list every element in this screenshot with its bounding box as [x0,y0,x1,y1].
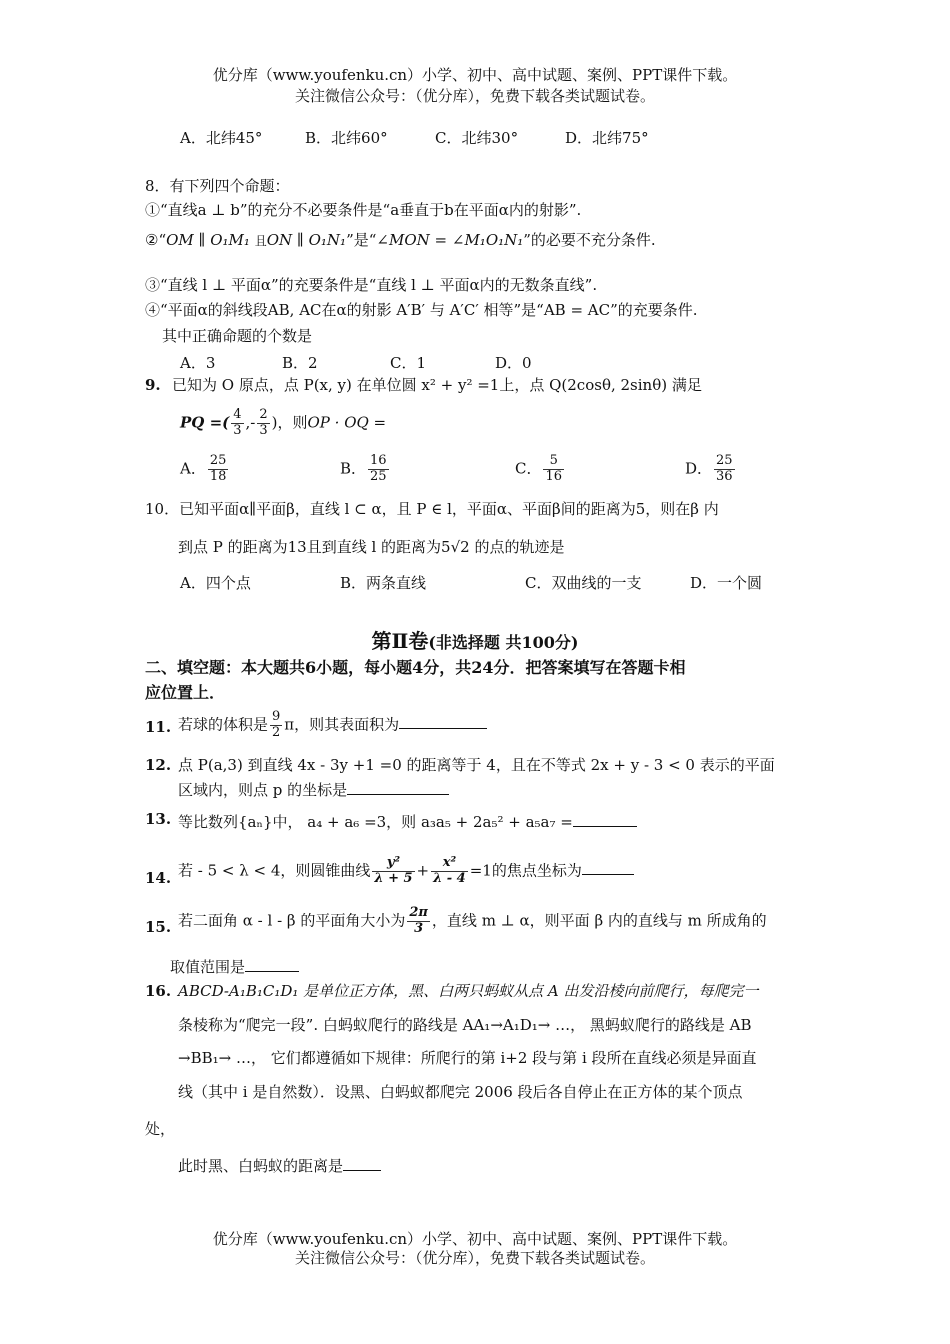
q16-line-6: 此时黑、白蚂蚁的距离是 [178,1156,381,1175]
q8-proposition-1: ①“直线a ⊥ b”的充分不必要条件是“a垂直于b在平面α内的射影”. [145,201,582,219]
angle-equality: ∠MON = ∠M₁O₁N₁ [376,231,524,249]
q16-number: 16. [145,982,172,1000]
q8-stem: 8．有下列四个命题： [145,177,290,195]
q7-option-c: C．北纬30° [435,129,519,147]
q10-option-d: D．一个圆 [690,574,763,592]
q8-option-b: B．2 [282,354,318,372]
q12-line-1: 点 P(a,3) 到直线 4x - 3y +1 =0 的距离等于 4，且在不等式 2x + y - 3 < 0 表示的平面 [178,756,775,774]
q7-option-d: D．北纬75° [565,129,649,147]
q16-line-3: →BB₁→ …， 它们都遵循如下规律：所爬行的第 i+2 段与第 i 段所在直线必须是异面直 [178,1049,757,1067]
footer-line-2: 关注微信公众号：（优分库），免费下载各类试题试卷。 [294,1249,655,1267]
q9-option-c: C． $\frac{5}{16}$ [515,453,563,484]
q8-proposition-3: ③“直线 l ⊥ 平面α”的充要条件是“直线 l ⊥ 平面α内的无数条直线”. [145,276,598,294]
q11-answer-blank [399,714,487,729]
q13-number: 13. [145,810,172,828]
q15-answer-blank [245,957,299,972]
q9-option-d: D． $\frac{25}{36}$ [685,453,733,484]
q10-option-c: C．双曲线的一支 [525,574,642,592]
q14-answer-blank [582,860,634,875]
footer-line-1: 优分库（www.youfenku.cn）小学、初中、高中试题、案例、PPT课件下载。 [212,1230,738,1248]
q15-line-1: 若二面角 α - l - β 的平面角大小为 $\frac{2\pi}{3}$ ，直线 m ⊥ α，则平面 β 内的直线与 m 所成角的 [178,905,767,936]
q14-number: 14. [145,869,172,887]
fill-section-line-2: 应位置上． [145,683,226,702]
q10-line-1: 10．已知平面α∥平面β，直线 l ⊂ α，且 P ∈ l，平面α、平面β间的距离为5，则在β 内 [145,500,719,518]
vector-on-o1n1: ON ∥ O₁N₁ [266,231,347,249]
q16-line-2: 条棱称为“爬完一段”. 白蚂蚁爬行的路线是 AA₁→A₁D₁→ …， 黑蚂蚁爬行的路线是 AB [178,1016,752,1034]
q15-number: 15. [145,918,172,936]
fill-section-line-1: 二、填空题：本大题共6小题，每小题4分，共24分．把答案填写在答题卡相 [145,658,686,677]
q11-text: 若球的体积是 $\frac{9}{2}$ π，则其表面积为 [178,710,487,741]
q16-line-5: 处， [145,1120,176,1138]
part2-subtitle: (非选择题 共100分) [428,633,579,652]
q10-line-2: 到点 P 的距离为13且到直线 l 的距离为5√2 的点的轨迹是 [178,538,565,556]
part2-heading [0,629,950,653]
q12-number: 12. [145,756,172,774]
header-line-1: 优分库（www.youfenku.cn）小学、初中、高中试题、案例、PPT课件下载。 [212,66,738,84]
vector-om-o1m1: OM ∥ O₁M₁ [166,231,250,249]
q8-option-c: C．1 [390,354,427,372]
q7-option-a: A．北纬45° [180,129,263,147]
q12-answer-blank [347,780,449,795]
q9-stem: 已知为 O 原点，点 P(x, y) 在单位圆 x² + y² =1上，点 Q(2cosθ, 2sinθ) 满足 [172,376,702,394]
q8-question: 其中正确命题的个数是 [162,327,313,345]
q8-option-a: A．3 [180,354,216,372]
q10-option-a: A．四个点 [180,574,251,592]
q8-proposition-4: ④“平面α的斜线段AB, AC在α的射影 A′B′ 与 A′C′ 相等”是“AB = AC”的充要条件. [145,301,698,319]
q9-option-b: B． $\frac{16}{25}$ [340,453,387,484]
q11-number: 11. [145,718,172,736]
q13-answer-blank [573,812,637,827]
q7-option-b: B．北纬60° [305,129,388,147]
q9-condition: PQ =( $\frac{4}{3}$ ,- $\frac{2}{3}$ )，则OP · OQ = [180,407,387,438]
q8-option-d: D．0 [495,354,532,372]
q16-line-1: ABCD-A₁B₁C₁D₁ 是单位正方体，黑、白两只蚂蚁从点 A 出发沿棱向前爬行，每爬完一 [178,982,759,1000]
part2-title: 第Ⅱ卷 [371,629,429,653]
q8-proposition-2: ②“OM ∥ O₁M₁ 且ON ∥ O₁N₁”是“∠MON = ∠M₁O₁N₁”的必要不充分条件. [145,231,656,249]
header-line-2: 关注微信公众号：（优分库），免费下载各类试题试卷。 [294,87,655,105]
q12-line-2: 区域内，则点 p 的坐标是 [178,780,449,799]
q16-answer-blank [343,1156,381,1171]
q14-text: 若 - 5 < λ < 4，则圆锥曲线 $\frac{\text{y²}}{\lambda + 5}$ + $\frac{\text{x²}}{\lambda - 4}$ =1的焦点坐标为 [178,856,634,887]
q9-number: 9. [145,376,161,394]
q10-option-b: B．两条直线 [340,574,427,592]
q9-option-a: A． $\frac{25}{18}$ [180,453,227,484]
q13-text: 等比数列{aₙ}中， a₄ + a₆ =3，则 a₃a₅ + 2a₅² + a₅a₇ = [178,812,637,831]
q15-line-2: 取值范围是 [170,957,299,976]
q16-line-4: 线（其中 i 是自然数）．设黑、白蚂蚁都爬完 2006 段后各自停止在正方体的某个顶点 [178,1083,743,1101]
